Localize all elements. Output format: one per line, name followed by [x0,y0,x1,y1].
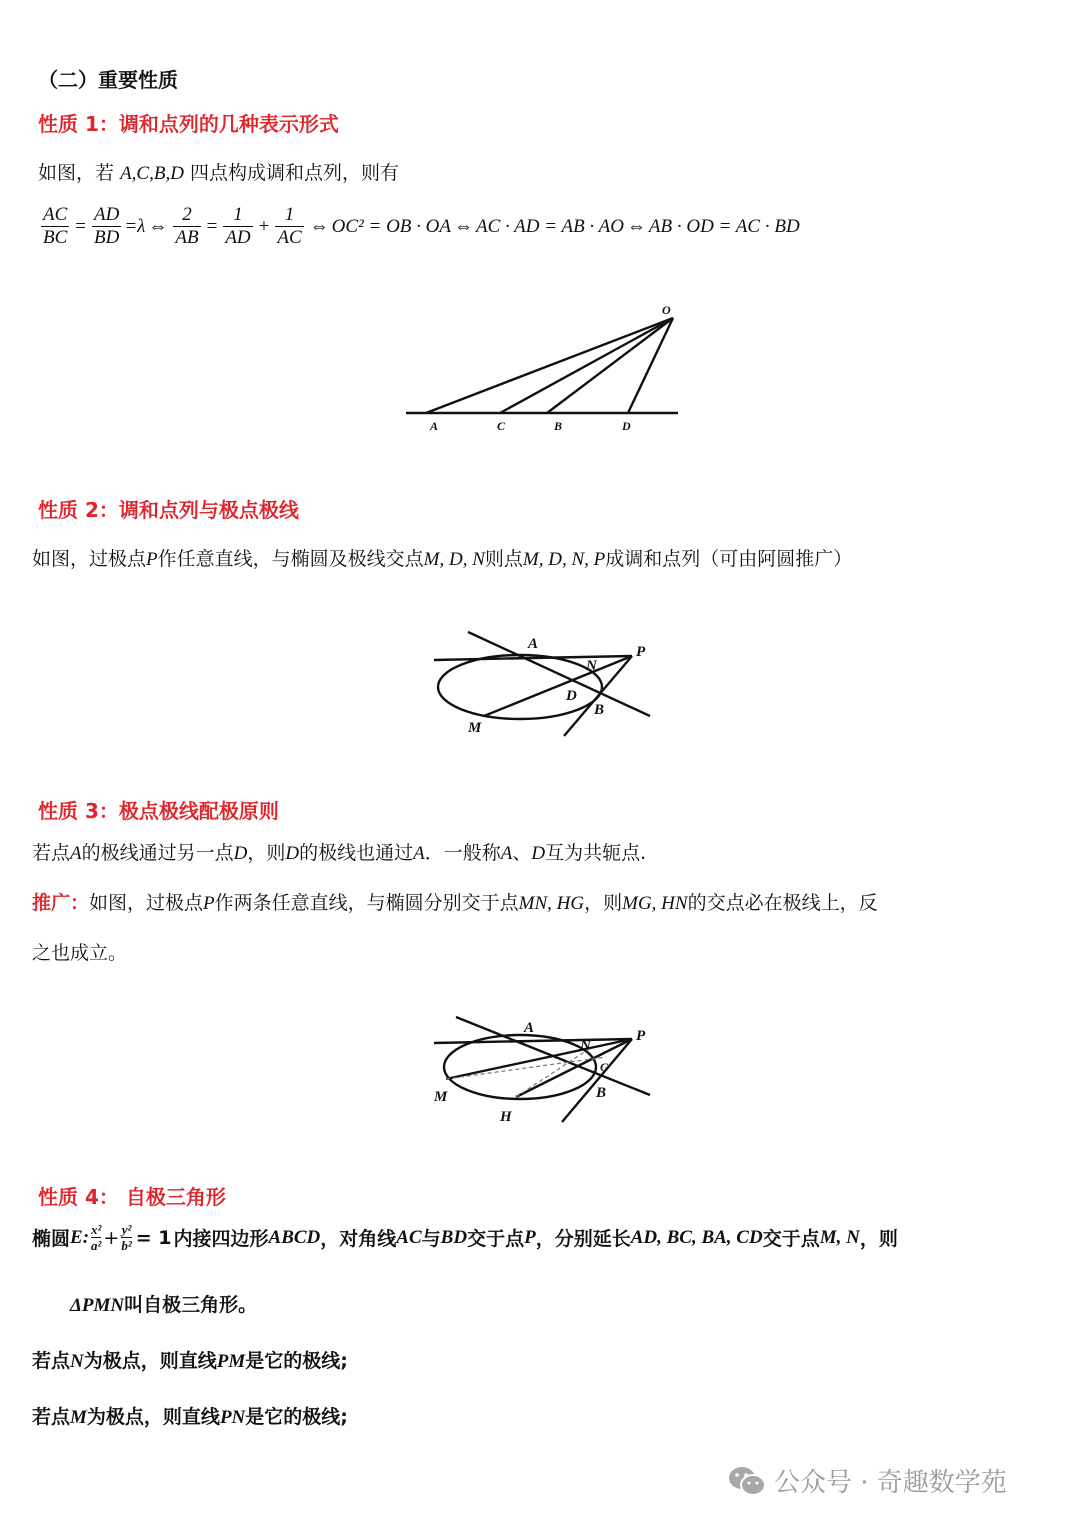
prop3-title: 性质 3：极点极线配极原则 [38,799,279,823]
fraction: $\frac{AC}{BC}$ [43,204,68,248]
label-D: D [566,688,577,704]
label-P: P [636,644,646,660]
label-D: D [622,419,631,433]
iff-symbol: ⇔ [148,215,168,237]
watermark-text: 公众号 · 奇趣数学苑 [774,1468,1007,1498]
label-N: N [580,1038,591,1054]
prop4-line2: ΔPMN叫自极三角形。 [70,1294,258,1316]
text: 如图，若 [38,162,115,184]
fraction: $\frac{\text{x²}}{\text{a²}}$ [91,1222,102,1253]
prop3-extension: 推广：如图，过极点P作两条任意直线，与椭圆分别交于点MN, HG，则MG, HN的交点必在极线上，反 [32,892,878,914]
formula-part: OC² = OB · OA [331,215,451,237]
iff-symbol: ⇔ [309,215,329,237]
label-B: B [596,1085,607,1101]
label-A: A [528,636,539,652]
label-B: B [594,702,605,718]
label-O: O [662,303,671,317]
prop3-extension-cont: 之也成立。 [32,942,128,964]
label-H: H [500,1109,512,1125]
fraction: $\frac{2}{AB}$ [175,204,199,248]
iff-symbol: ⇔ [626,215,646,237]
math-points: A,C,B,D [120,163,184,184]
fraction: $\frac{1}{AC}$ [277,204,302,248]
fraction: $\frac{\text{y²}}{\text{b²}}$ [121,1222,132,1253]
prop2-text: 如图，过极点P作任意直线，与椭圆及极线交点M, D, N则点M, D, N, P成调和点列（可由阿圆推广） [32,548,853,570]
equals: = [75,215,86,237]
text: 四点构成调和点列，则有 [189,162,399,184]
prop1-formula [38,204,800,249]
label-M: M [434,1089,448,1105]
section-title: （二）重要性质 [38,68,178,92]
prop4-title: 性质 4： 自极三角形 [38,1185,226,1209]
prop1-title: 性质 1：调和点列的几种表示形式 [38,112,339,136]
prop4-line3: 若点N为极点，则直线PM是它的极线; [32,1350,348,1372]
label-A: A [430,419,439,433]
watermark [728,1462,1007,1499]
prop2-title: 性质 2：调和点列与极点极线 [38,498,299,522]
formula-part: AC · AD = AB · AO [475,215,624,237]
fraction: $\frac{1}{AD}$ [225,204,251,248]
label-G: G [600,1060,609,1074]
harmonic-range-figure [400,300,690,440]
prop4-line4: 若点M为极点，则直线PN是它的极线; [32,1406,348,1428]
prop4-line1: 椭圆 E: $\frac{\text{x²}}{\text{a²}}$ + $\frac{\text{y²}}{\text{b²}}$ = 1 内接四边形 ABCD ，对角线 AC 与 BD 交于点 P ，分别延长 AD, BC, BA, CD 交于点 M, N ，则 [32,1222,898,1253]
self-polar-figure [420,1005,670,1135]
label-N: N [586,658,597,674]
extension-label: 推广： [32,892,90,914]
label-C: C [497,419,506,433]
label-P: P [636,1028,646,1044]
prop1-text [38,158,399,185]
equals: = [206,215,218,237]
label-A: A [524,1020,535,1036]
wechat-icon [728,1465,766,1497]
iff-symbol: ⇔ [453,215,473,237]
label-M: M [468,720,482,736]
fraction: $\frac{AD}{BD}$ [94,204,120,248]
pole-polar-figure [420,620,670,750]
formula-part: AB · OD = AC · BD [648,215,800,237]
prop3-line1: 若点A的极线通过另一点D，则D的极线也通过A．一般称A、D互为共轭点. [32,842,647,864]
plus: + [258,215,270,237]
lambda: =λ [124,215,146,237]
label-B: B [554,419,563,433]
